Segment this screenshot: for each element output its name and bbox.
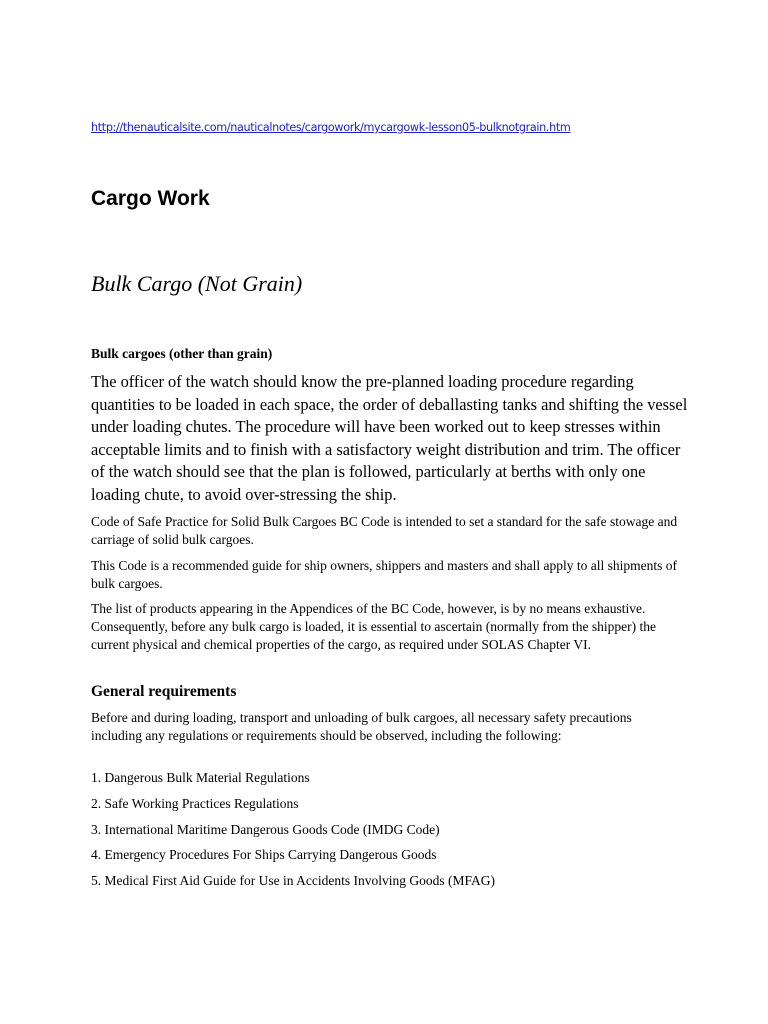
list-item: 1. Dangerous Bulk Material Regulations <box>91 770 310 785</box>
bc-code-paragraph: Code of Safe Practice for Solid Bulk Cargoes BC Code is intended to set a standard for the safe stowage and carriage of solid bulk cargoes. <box>91 514 678 547</box>
list-item: 5. Medical First Aid Guide for Use in Accidents Involving Goods (MFAG) <box>91 873 495 888</box>
code-scope-paragraph: This Code is a recommended guide for ship owners, shippers and masters and shall apply to all shipments of bulk cargoes. <box>91 558 678 591</box>
lead-paragraph: The officer of the watch should know the pre-planned loading procedure regarding quantities to be loaded in each space, the order of deballasting tanks and shifting the vessel under loading chutes. The procedure will have been worked out to keep stresses within acceptable limits and to finish with a satisfactory weight distribution and trim. The officer of the watch should see that the plan is followed, particularly at berths with only one loading chute, to avoid over-stressing the ship. <box>91 372 688 504</box>
general-requirements-heading: General requirements <box>91 683 237 700</box>
site-title: Cargo Work <box>91 187 210 210</box>
appendices-paragraph: The list of products appearing in the Appendices of the BC Code, however, is by no means exhaustive. Consequently, before any bulk cargo is loaded, it is essential to ascertain (normally from the shipper) the current physical and chemical properties of the cargo, as required under SOLAS Chapter VI. <box>91 601 656 652</box>
article-title: Bulk Cargo (Not Grain) <box>91 271 303 296</box>
list-item: 2. Safe Working Practices Regulations <box>91 796 299 811</box>
source-url-link[interactable]: http://thenauticalsite.com/nauticalnotes/cargowork/mycargowk-lesson05-bulknotgrain.htm <box>91 121 571 134</box>
list-item: 3. International Maritime Dangerous Goods Code (IMDG Code) <box>91 822 440 837</box>
section-heading: Bulk cargoes (other than grain) <box>91 346 273 361</box>
general-requirements-intro: Before and during loading, transport and unloading of bulk cargoes, all necessary safety precautions including any regulations or requirements should be observed, including the following: <box>91 710 632 743</box>
list-item: 4. Emergency Procedures For Ships Carrying Dangerous Goods <box>91 847 437 862</box>
